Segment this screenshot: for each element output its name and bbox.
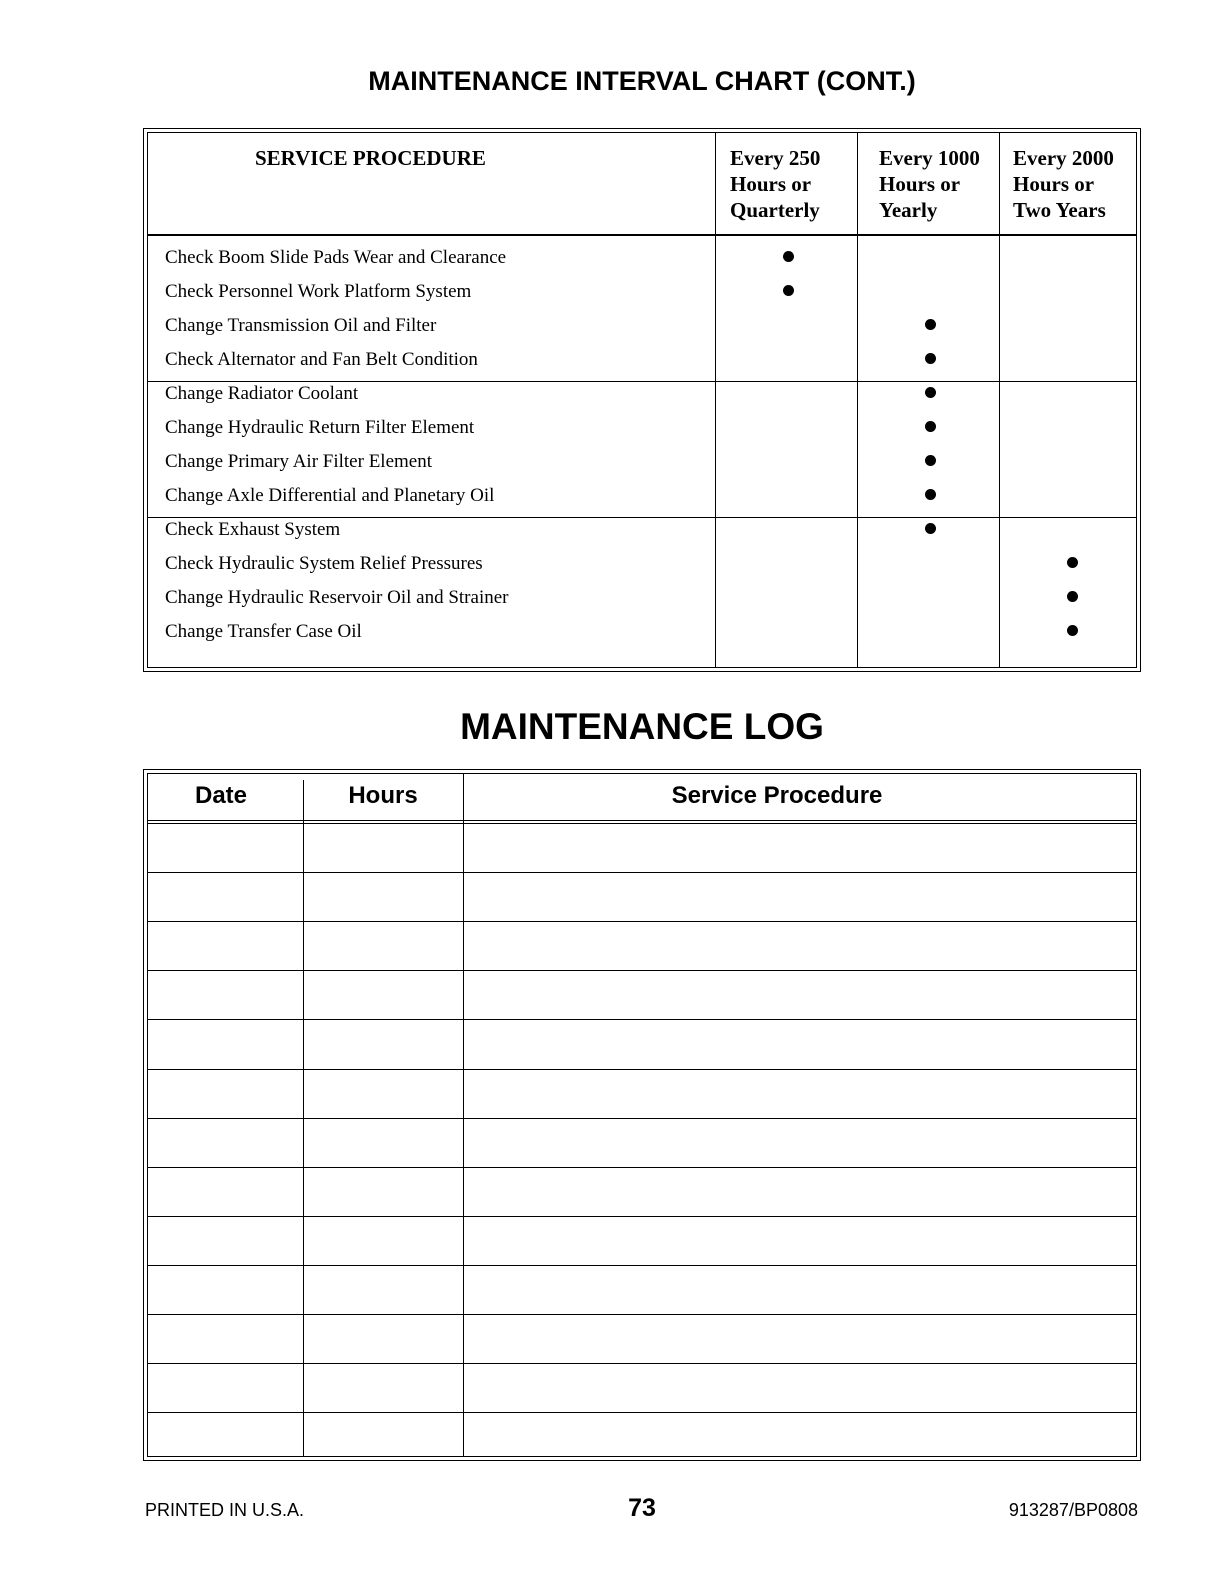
interval-bullet-icon (925, 353, 936, 364)
log-date-cell[interactable] (148, 1315, 303, 1362)
log-procedure-cell[interactable] (463, 971, 1091, 1018)
header-line: Yearly (879, 198, 938, 222)
log-header-hours: Hours (348, 782, 418, 809)
log-date-cell[interactable] (148, 824, 303, 871)
log-hours-cell[interactable] (303, 1315, 463, 1362)
header-every-1000 (879, 145, 980, 223)
interval-bullet-icon (925, 489, 936, 500)
maintenance-log-inner (147, 773, 1137, 1457)
log-hours-cell[interactable] (303, 824, 463, 871)
service-procedure-item: Change Axle Differential and Planetary Oil (165, 485, 495, 506)
service-procedure-item: Check Alternator and Fan Belt Condition (165, 349, 478, 370)
header-line: Hours or (730, 172, 812, 196)
log-hours-cell[interactable] (303, 1266, 463, 1313)
service-procedure-item: Change Hydraulic Reservoir Oil and Strainer (165, 587, 509, 608)
log-hours-cell[interactable] (303, 1020, 463, 1067)
log-hours-cell[interactable] (303, 971, 463, 1018)
interval-bullet-icon (925, 319, 936, 330)
interval-bullet-icon (783, 285, 794, 296)
log-procedure-cell[interactable] (463, 1315, 1091, 1362)
header-line: Every 2000 (1013, 146, 1114, 170)
service-procedure-item: Change Primary Air Filter Element (165, 451, 433, 472)
log-header-service-procedure: Service Procedure (671, 782, 883, 809)
interval-bullet-icon (925, 523, 936, 534)
interval-bullet-icon (925, 387, 936, 398)
service-procedure-item: Change Transfer Case Oil (165, 621, 362, 642)
service-procedure-item: Change Radiator Coolant (165, 383, 359, 404)
header-divider (148, 820, 1136, 821)
column-divider (999, 133, 1000, 667)
header-line: Hours or (879, 172, 961, 196)
log-hours-cell[interactable] (303, 1413, 463, 1460)
log-hours-cell[interactable] (303, 873, 463, 920)
log-date-cell[interactable] (148, 1168, 303, 1215)
header-line: Quarterly (730, 198, 820, 222)
log-date-cell[interactable] (148, 1119, 303, 1166)
service-procedure-item: Check Personnel Work Platform System (165, 281, 472, 302)
interval-chart-title: MAINTENANCE INTERVAL CHART (CONT.) (368, 66, 916, 96)
log-procedure-cell[interactable] (463, 1364, 1091, 1411)
log-procedure-cell[interactable] (463, 1070, 1091, 1117)
header-line: Hours or (1013, 172, 1095, 196)
service-procedure-item: Change Transmission Oil and Filter (165, 315, 437, 336)
log-date-cell[interactable] (148, 971, 303, 1018)
interval-chart-inner (147, 132, 1137, 668)
log-date-cell[interactable] (148, 873, 303, 920)
interval-bullet-icon (1067, 557, 1078, 568)
log-date-cell[interactable] (148, 1070, 303, 1117)
header-every-250 (730, 145, 820, 223)
header-line: Every 250 (730, 146, 821, 170)
log-hours-cell[interactable] (303, 922, 463, 969)
log-date-cell[interactable] (148, 1364, 303, 1411)
log-procedure-cell[interactable] (463, 1266, 1091, 1313)
document-code: 913287/BP0808 (1008, 1500, 1138, 1520)
log-date-cell[interactable] (148, 1020, 303, 1067)
interval-bullet-icon (925, 455, 936, 466)
log-procedure-cell[interactable] (463, 1168, 1091, 1215)
log-date-cell[interactable] (148, 1217, 303, 1264)
log-procedure-cell[interactable] (463, 1217, 1091, 1264)
interval-chart-table (143, 128, 1141, 672)
log-date-cell[interactable] (148, 1266, 303, 1313)
column-divider (715, 133, 716, 667)
log-procedure-cell[interactable] (463, 1413, 1091, 1460)
interval-bullet-icon (1067, 591, 1078, 602)
page-number: 73 (628, 1494, 656, 1522)
maintenance-log-table (143, 769, 1141, 1461)
log-hours-cell[interactable] (303, 1119, 463, 1166)
log-hours-cell[interactable] (303, 1168, 463, 1215)
service-procedure-item: Check Exhaust System (165, 519, 341, 540)
log-hours-cell[interactable] (303, 1217, 463, 1264)
header-service-procedure: SERVICE PROCEDURE (255, 146, 486, 170)
group-divider (148, 381, 1136, 382)
header-divider (148, 234, 1136, 236)
header-every-2000 (1013, 145, 1114, 223)
header-line: Every 1000 (879, 146, 980, 170)
log-date-cell[interactable] (148, 922, 303, 969)
header-line: Two Years (1013, 198, 1106, 222)
footer-printed: PRINTED IN U.S.A. (145, 1500, 305, 1520)
service-procedure-item: Check Boom Slide Pads Wear and Clearance (165, 247, 507, 268)
interval-bullet-icon (1067, 625, 1078, 636)
service-procedure-item: Change Hydraulic Return Filter Element (165, 417, 475, 438)
log-hours-cell[interactable] (303, 1364, 463, 1411)
log-procedure-cell[interactable] (463, 873, 1091, 920)
log-header-date: Date (194, 782, 248, 809)
log-procedure-cell[interactable] (463, 1020, 1091, 1067)
column-divider (857, 133, 858, 667)
log-hours-cell[interactable] (303, 1070, 463, 1117)
interval-bullet-icon (925, 421, 936, 432)
interval-bullet-icon (783, 251, 794, 262)
group-divider (148, 517, 1136, 518)
service-procedure-item: Check Hydraulic System Relief Pressures (165, 553, 483, 574)
log-date-cell[interactable] (148, 1413, 303, 1460)
maintenance-log-title: MAINTENANCE LOG (460, 706, 824, 747)
log-procedure-cell[interactable] (463, 1119, 1091, 1166)
log-procedure-cell[interactable] (463, 824, 1091, 871)
log-procedure-cell[interactable] (463, 922, 1091, 969)
